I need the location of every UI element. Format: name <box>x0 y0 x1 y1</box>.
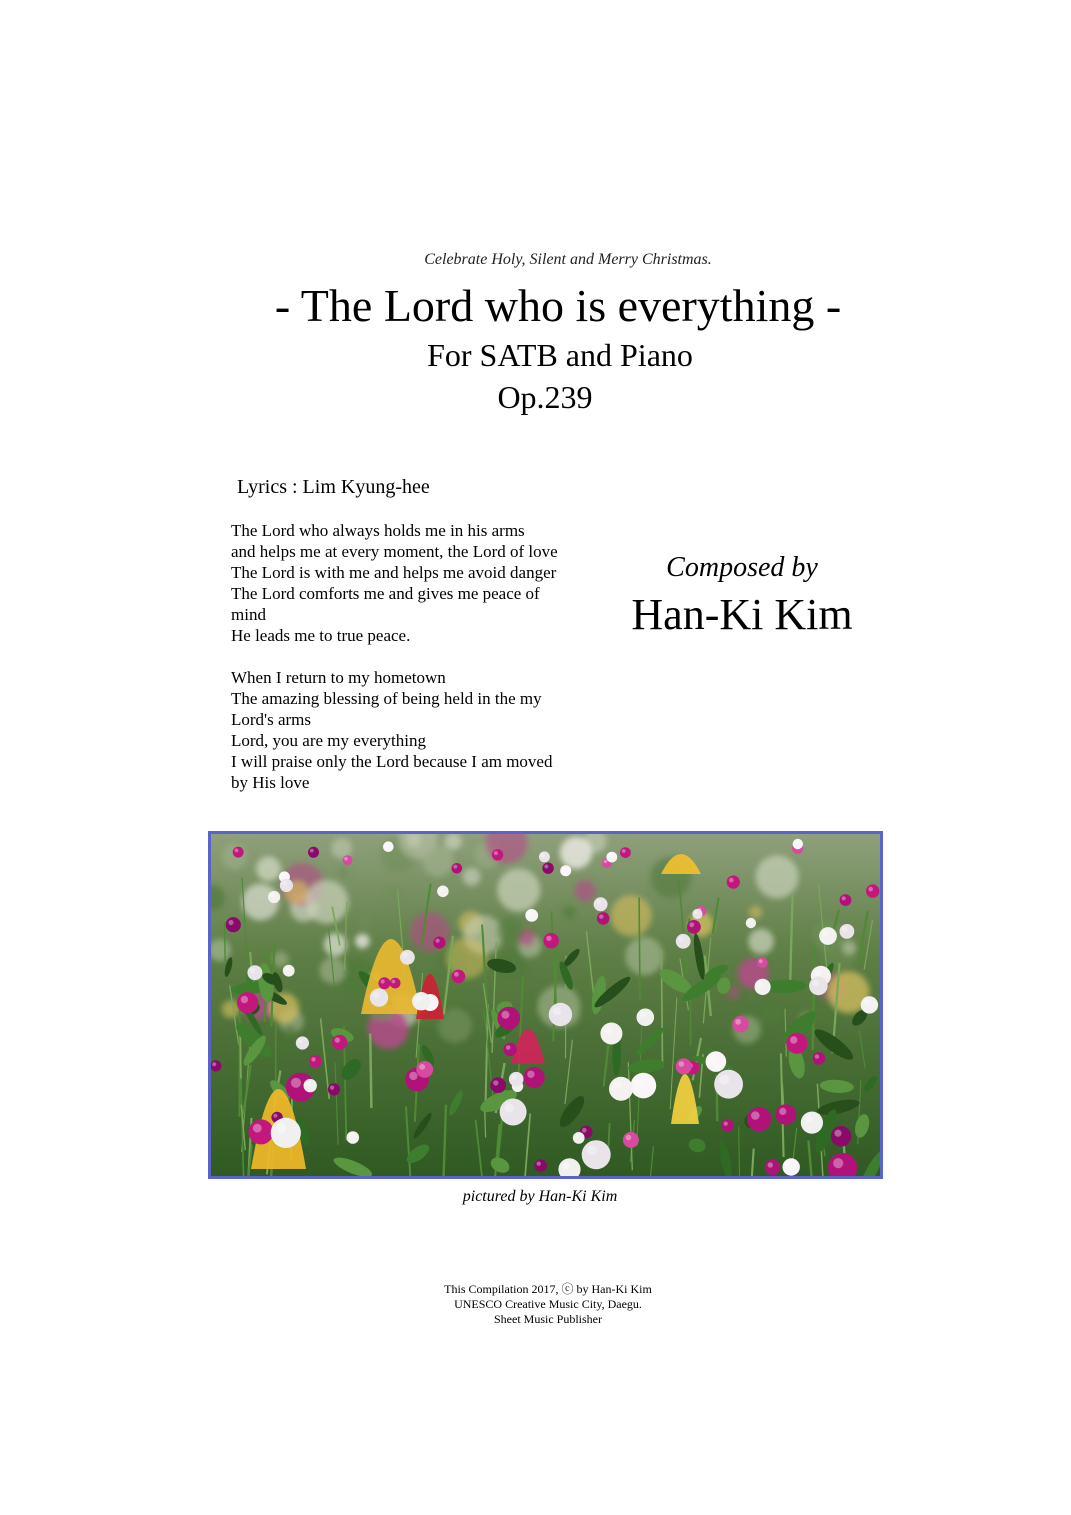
globe-amaranth-bloom <box>283 965 295 977</box>
globe-amaranth-bloom <box>637 1009 655 1027</box>
bloom-highlight <box>613 1081 621 1089</box>
dedication-text: Celebrate Holy, Silent and Merry Christmas. <box>424 251 712 268</box>
bloom-highlight <box>282 881 287 886</box>
globe-amaranth-bloom <box>524 1067 545 1088</box>
globe-amaranth-bloom <box>233 847 244 858</box>
globe-amaranth-bloom <box>706 1051 727 1072</box>
globe-amaranth-bloom <box>412 992 430 1010</box>
globe-amaranth-bloom <box>755 979 771 995</box>
background-foliage-blob <box>560 837 592 869</box>
background-foliage-blob <box>575 880 596 901</box>
globe-amaranth-bloom <box>390 978 401 989</box>
background-foliage-blob <box>610 895 651 936</box>
globe-amaranth-bloom <box>687 920 701 934</box>
bloom-highlight <box>415 995 421 1001</box>
globe-amaranth-bloom <box>840 924 855 939</box>
globe-amaranth-bloom <box>304 1079 317 1092</box>
lyrics-line: I will praise only the Lord because I am moved <box>231 752 553 771</box>
globe-amaranth-bloom <box>573 1132 585 1144</box>
flower-stem <box>224 922 225 961</box>
bloom-highlight <box>546 936 551 941</box>
lyrics-line: The Lord who always holds me in his arms <box>231 521 525 540</box>
bloom-highlight <box>381 979 385 983</box>
bloom-highlight <box>786 1161 792 1167</box>
bloom-highlight <box>512 1075 517 1080</box>
background-foliage-blob <box>497 869 540 912</box>
bloom-highlight <box>575 1134 579 1138</box>
bloom-highlight <box>833 1158 843 1168</box>
bloom-highlight <box>403 953 408 958</box>
bloom-highlight <box>599 914 603 918</box>
bloom-highlight <box>608 854 612 858</box>
instrumentation-subtitle: For SATB and Piano <box>427 337 693 373</box>
globe-amaranth-bloom <box>676 934 691 949</box>
globe-amaranth-bloom <box>831 1126 852 1147</box>
bloom-highlight <box>537 1162 541 1166</box>
background-foliage-blob <box>463 868 481 886</box>
bloom-highlight <box>235 849 239 853</box>
bloom-highlight <box>868 887 873 892</box>
bloom-highlight <box>694 911 698 915</box>
globe-amaranth-bloom <box>383 841 394 852</box>
bloom-highlight <box>842 927 847 932</box>
background-foliage-blob <box>760 1002 783 1025</box>
globe-amaranth-bloom <box>597 912 610 925</box>
globe-amaranth-bloom <box>437 886 449 898</box>
bloom-highlight <box>709 1055 716 1062</box>
globe-amaranth-bloom <box>840 894 852 906</box>
globe-amaranth-bloom <box>620 847 631 858</box>
lyrics-stanza-2 <box>231 667 601 793</box>
bloom-highlight <box>790 1036 797 1043</box>
globe-amaranth-bloom <box>534 1159 547 1172</box>
background-foliage-blob <box>756 855 799 898</box>
bloom-highlight <box>436 939 440 943</box>
globe-amaranth-bloom <box>237 992 258 1013</box>
bloom-highlight <box>306 1081 311 1086</box>
bloom-highlight <box>493 1080 498 1085</box>
bloom-highlight <box>439 888 443 892</box>
background-foliage-blob <box>842 941 856 955</box>
bloom-highlight <box>842 896 846 900</box>
bloom-highlight <box>635 1077 644 1086</box>
globe-amaranth-bloom <box>631 1073 657 1099</box>
globe-amaranth-bloom <box>819 927 837 945</box>
background-foliage-blob <box>496 917 523 944</box>
bloom-highlight <box>768 1162 773 1167</box>
lyrics-line: He leads me to true peace. <box>231 626 411 645</box>
bloom-highlight <box>281 873 285 877</box>
globe-amaranth-bloom <box>732 1016 748 1032</box>
bloom-highlight <box>626 1135 632 1141</box>
globe-amaranth-bloom <box>525 909 538 922</box>
bloom-highlight <box>604 1026 612 1034</box>
globe-amaranth-bloom <box>746 918 756 928</box>
bloom-highlight <box>751 1111 760 1120</box>
background-foliage-blob <box>563 906 576 919</box>
lyrics-line: by His love <box>231 773 310 792</box>
bloom-highlight <box>779 1108 786 1115</box>
city-line: UNESCO Creative Music City, Daegu. <box>454 1297 642 1311</box>
globe-amaranth-bloom <box>600 1023 622 1045</box>
bloom-highlight <box>349 1133 353 1137</box>
lyrics-line: The Lord is with me and helps me avoid danger <box>231 563 557 582</box>
globe-amaranth-bloom <box>801 1112 823 1134</box>
globe-amaranth-bloom <box>433 937 445 949</box>
background-foliage-blob <box>355 934 370 949</box>
globe-amaranth-bloom <box>722 1119 734 1131</box>
bloom-highlight <box>250 968 255 973</box>
bloom-highlight <box>373 992 379 998</box>
globe-amaranth-bloom <box>347 1131 360 1144</box>
globe-amaranth-bloom <box>308 847 319 858</box>
bloom-highlight <box>622 849 626 853</box>
globe-amaranth-bloom <box>543 933 559 949</box>
bloom-highlight <box>562 867 566 871</box>
bloom-highlight <box>454 972 459 977</box>
globe-amaranth-bloom <box>549 1003 572 1026</box>
bloom-highlight <box>724 1122 728 1126</box>
globe-amaranth-bloom <box>492 849 503 860</box>
background-foliage-blob <box>273 952 289 968</box>
globe-amaranth-bloom <box>328 1083 340 1095</box>
globe-amaranth-bloom <box>280 879 293 892</box>
opus-number: Op.239 <box>497 379 593 415</box>
bloom-highlight <box>273 1114 277 1118</box>
globe-amaranth-bloom <box>296 1036 309 1049</box>
bloom-highlight <box>311 1057 315 1061</box>
page-title: - The Lord who is everything - <box>274 280 842 331</box>
lyrics-line: The Lord comforts me and gives me peace of <box>231 584 540 603</box>
bloom-highlight <box>385 843 389 847</box>
globe-amaranth-bloom <box>497 1007 520 1030</box>
background-foliage-blob <box>337 867 349 879</box>
globe-amaranth-bloom <box>727 876 740 889</box>
composer-name: Han-Ki Kim <box>631 590 853 639</box>
bloom-highlight <box>689 922 694 927</box>
bloom-highlight <box>528 911 532 915</box>
bloom-highlight <box>814 969 821 976</box>
bloom-highlight <box>795 841 799 845</box>
bloom-highlight <box>678 936 683 941</box>
globe-amaranth-bloom <box>490 1077 506 1093</box>
globe-amaranth-bloom <box>226 917 241 932</box>
composed-by-label: Composed by <box>666 552 818 583</box>
bloom-highlight <box>419 1064 425 1070</box>
globe-amaranth-bloom <box>606 852 617 863</box>
bloom-highlight <box>729 878 734 883</box>
photo-credit: pictured by Han-Ki Kim <box>462 1188 618 1205</box>
copyright-line: This Compilation 2017, ⓒ by Han-Ki Kim <box>444 1282 652 1296</box>
flower-stem <box>661 950 662 1068</box>
bloom-highlight <box>527 1071 534 1078</box>
globe-amaranth-bloom <box>714 1070 743 1099</box>
bloom-highlight <box>298 1039 303 1044</box>
background-foliage-blob <box>749 906 762 919</box>
globe-amaranth-bloom <box>609 1077 633 1101</box>
globe-amaranth-bloom <box>861 996 878 1013</box>
globe-amaranth-bloom <box>813 1052 826 1065</box>
globe-amaranth-bloom <box>542 863 553 874</box>
background-foliage-blob <box>221 844 247 870</box>
bloom-highlight <box>587 1145 597 1155</box>
lyrics-stanza-1 <box>231 520 601 646</box>
globe-amaranth-bloom <box>623 1132 639 1148</box>
bloom-highlight <box>494 851 498 855</box>
flower-garden-illustration <box>211 834 880 1176</box>
globe-amaranth-bloom <box>271 1118 301 1148</box>
bloom-highlight <box>596 900 601 905</box>
lyrics-line: and helps me at every moment, the Lord of love <box>231 542 558 561</box>
copyright-footer <box>348 1282 748 1327</box>
globe-amaranth-bloom <box>786 1033 807 1054</box>
bloom-highlight <box>228 920 233 925</box>
globe-amaranth-bloom <box>343 855 353 865</box>
background-foliage-blob <box>256 856 281 881</box>
background-foliage-blob <box>324 933 347 956</box>
lyrics-line: Lord's arms <box>231 710 312 729</box>
bloom-highlight <box>392 980 396 984</box>
bloom-highlight <box>604 860 608 864</box>
bloom-highlight <box>834 1130 841 1137</box>
bloom-highlight <box>544 865 548 869</box>
lyrics-line: mind <box>231 605 266 624</box>
globe-amaranth-bloom <box>378 977 390 989</box>
globe-amaranth-bloom <box>416 1061 433 1078</box>
globe-amaranth-bloom <box>268 891 280 903</box>
bloom-highlight <box>640 1012 646 1018</box>
globe-amaranth-bloom <box>809 977 828 996</box>
background-foliage-blob <box>386 887 403 904</box>
globe-amaranth-bloom <box>509 1072 524 1087</box>
background-foliage-blob <box>422 845 453 876</box>
bloom-highlight <box>506 1045 511 1050</box>
lyrics-line: The amazing blessing of being held in the my <box>231 689 542 708</box>
globe-amaranth-bloom <box>582 1140 611 1169</box>
flower-stem <box>639 897 640 1000</box>
bloom-highlight <box>253 1124 262 1133</box>
globe-amaranth-bloom <box>594 897 608 911</box>
bloom-highlight <box>212 1062 216 1066</box>
background-foliage-blob <box>625 937 663 975</box>
bloom-highlight <box>757 982 763 988</box>
background-foliage-blob <box>284 1025 297 1038</box>
globe-amaranth-bloom <box>776 1104 797 1125</box>
publisher-line: Sheet Music Publisher <box>494 1312 602 1326</box>
bloom-highlight <box>344 857 348 861</box>
flower-garden-photo <box>208 831 883 1179</box>
flower-stem <box>370 1033 371 1108</box>
bloom-highlight <box>409 1072 417 1080</box>
bloom-highlight <box>562 1162 570 1170</box>
bloom-highlight <box>504 1103 513 1112</box>
bloom-highlight <box>541 853 545 857</box>
bloom-highlight <box>679 1061 685 1067</box>
background-foliage-blob <box>305 880 348 923</box>
bloom-highlight <box>453 865 457 869</box>
bloom-highlight <box>759 959 763 963</box>
globe-amaranth-bloom <box>249 1119 274 1144</box>
bloom-highlight <box>330 1086 334 1090</box>
globe-amaranth-bloom <box>757 957 768 968</box>
lyrics-credit: Lyrics : Lim Kyung-hee <box>237 476 430 498</box>
globe-amaranth-bloom <box>332 1035 347 1050</box>
background-foliage-blob <box>358 916 370 928</box>
bloom-highlight <box>310 849 314 853</box>
lyrics-block <box>231 520 601 814</box>
bloom-highlight <box>735 1019 741 1025</box>
globe-amaranth-bloom <box>500 1099 527 1126</box>
background-foliage-blob <box>748 929 773 954</box>
bloom-highlight <box>719 1075 729 1085</box>
globe-amaranth-bloom <box>692 909 702 919</box>
globe-amaranth-bloom <box>793 839 803 849</box>
globe-amaranth-bloom <box>309 1055 322 1068</box>
globe-amaranth-bloom <box>765 1160 781 1176</box>
globe-amaranth-bloom <box>247 965 262 980</box>
bloom-highlight <box>335 1037 340 1042</box>
bloom-highlight <box>291 1078 301 1088</box>
globe-amaranth-bloom <box>452 863 463 874</box>
globe-amaranth-bloom <box>783 1158 800 1175</box>
bloom-highlight <box>501 1011 509 1019</box>
globe-amaranth-bloom <box>866 884 879 897</box>
globe-amaranth-bloom <box>400 950 415 965</box>
bloom-highlight <box>553 1007 561 1015</box>
bloom-highlight <box>815 1054 819 1058</box>
bloom-highlight <box>285 967 289 971</box>
bloom-highlight <box>812 980 819 987</box>
bloom-highlight <box>276 1123 287 1134</box>
bloom-highlight <box>270 893 274 897</box>
globe-amaranth-bloom <box>370 988 388 1006</box>
globe-amaranth-bloom <box>539 851 550 862</box>
lyrics-line: Lord, you are my everything <box>231 731 426 750</box>
bloom-highlight <box>805 1115 813 1123</box>
globe-amaranth-bloom <box>452 970 466 984</box>
bloom-highlight <box>748 920 752 924</box>
bloom-highlight <box>582 1128 587 1133</box>
bloom-highlight <box>864 999 870 1005</box>
globe-amaranth-bloom <box>676 1058 692 1074</box>
bloom-highlight <box>241 996 248 1003</box>
lyrics-line: When I return to my hometown <box>231 668 446 687</box>
globe-amaranth-bloom <box>560 865 571 876</box>
globe-amaranth-bloom <box>504 1043 517 1056</box>
bloom-highlight <box>822 930 828 936</box>
globe-amaranth-bloom <box>747 1107 771 1131</box>
